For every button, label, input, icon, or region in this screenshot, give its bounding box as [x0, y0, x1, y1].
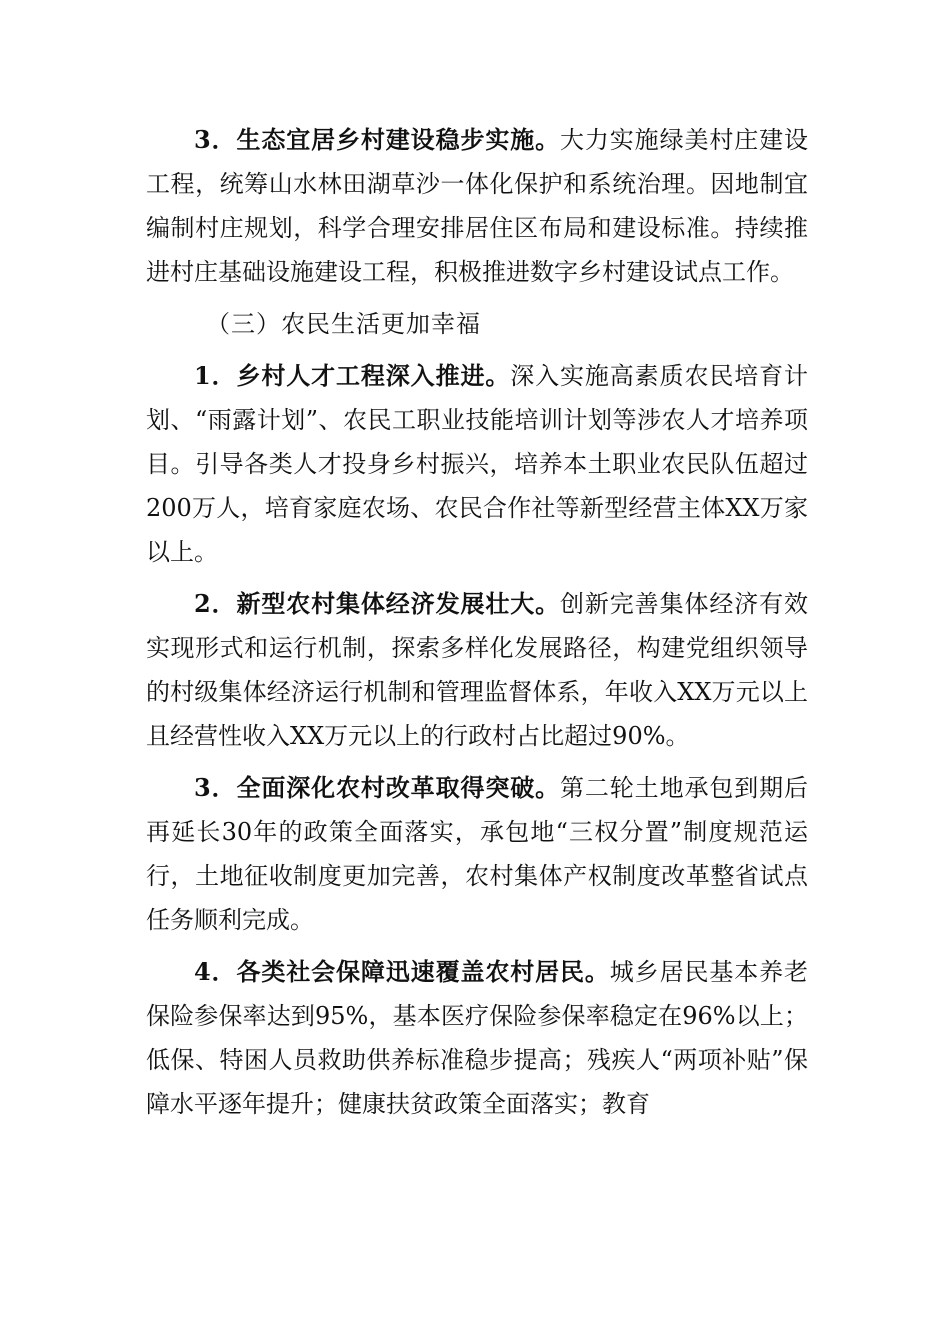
paragraph-social-security [146, 950, 808, 1126]
paragraph-heading: 3．全面深化农村改革取得突破。 [194, 773, 561, 802]
paragraph-body: 城乡居民基本养老保险参保率达到95%，基本医疗保险参保率稳定在96%以上；低保、特困人员救助供养标准稳步提高；残疾人“两项补贴”保障水平逐年提升；健康扶贫政策全面落实；教育 [146, 958, 809, 1118]
paragraph-ecological-village [146, 118, 808, 294]
paragraph-collective-economy [146, 582, 808, 758]
paragraph-heading: 1．乡村人才工程深入推进。 [194, 361, 511, 390]
paragraph-heading: 2．新型农村集体经济发展壮大。 [194, 589, 561, 618]
paragraph-heading: 3．生态宜居乡村建设稳步实施。 [194, 125, 561, 154]
paragraph-body: 创新完善集体经济有效实现形式和运行机制，探索多样化发展路径，构建党组织领导的村级集体经济运行机制和管理监督体系，年收入XX万元以上且经营性收入XX万元以上的行政村占比超过90%。 [146, 590, 809, 750]
section-title: （三）农民生活更加幸福 [206, 310, 481, 338]
paragraph-body: 第二轮土地承包到期后再延长30年的政策全面落实，承包地“三权分置”制度规范运行，土地征收制度更加完善，农村集体产权制度改革整省试点任务顺利完成。 [146, 774, 809, 934]
paragraph-rural-reform [146, 766, 808, 942]
paragraph-body: 大力实施绿美村庄建设工程，统筹山水林田湖草沙一体化保护和系统治理。因地制宜编制村庄规划，科学合理安排居住区布局和建设标准。持续推进村庄基础设施建设工程，积极推进数字乡村建设试点工作。 [146, 126, 809, 286]
paragraph-talent-project [146, 354, 808, 574]
paragraph-heading: 4．各类社会保障迅速覆盖农村居民。 [194, 957, 610, 986]
paragraph-body: 深入实施高素质农民培育计划、“雨露计划”、农民工职业技能培训计划等涉农人才培养项目。引导各类人才投身乡村振兴，培养本土职业农民队伍超过200万人，培育家庭农场、农民合作社等新型经营主体XX万家以上。 [146, 362, 808, 566]
document-page [146, 118, 808, 1126]
